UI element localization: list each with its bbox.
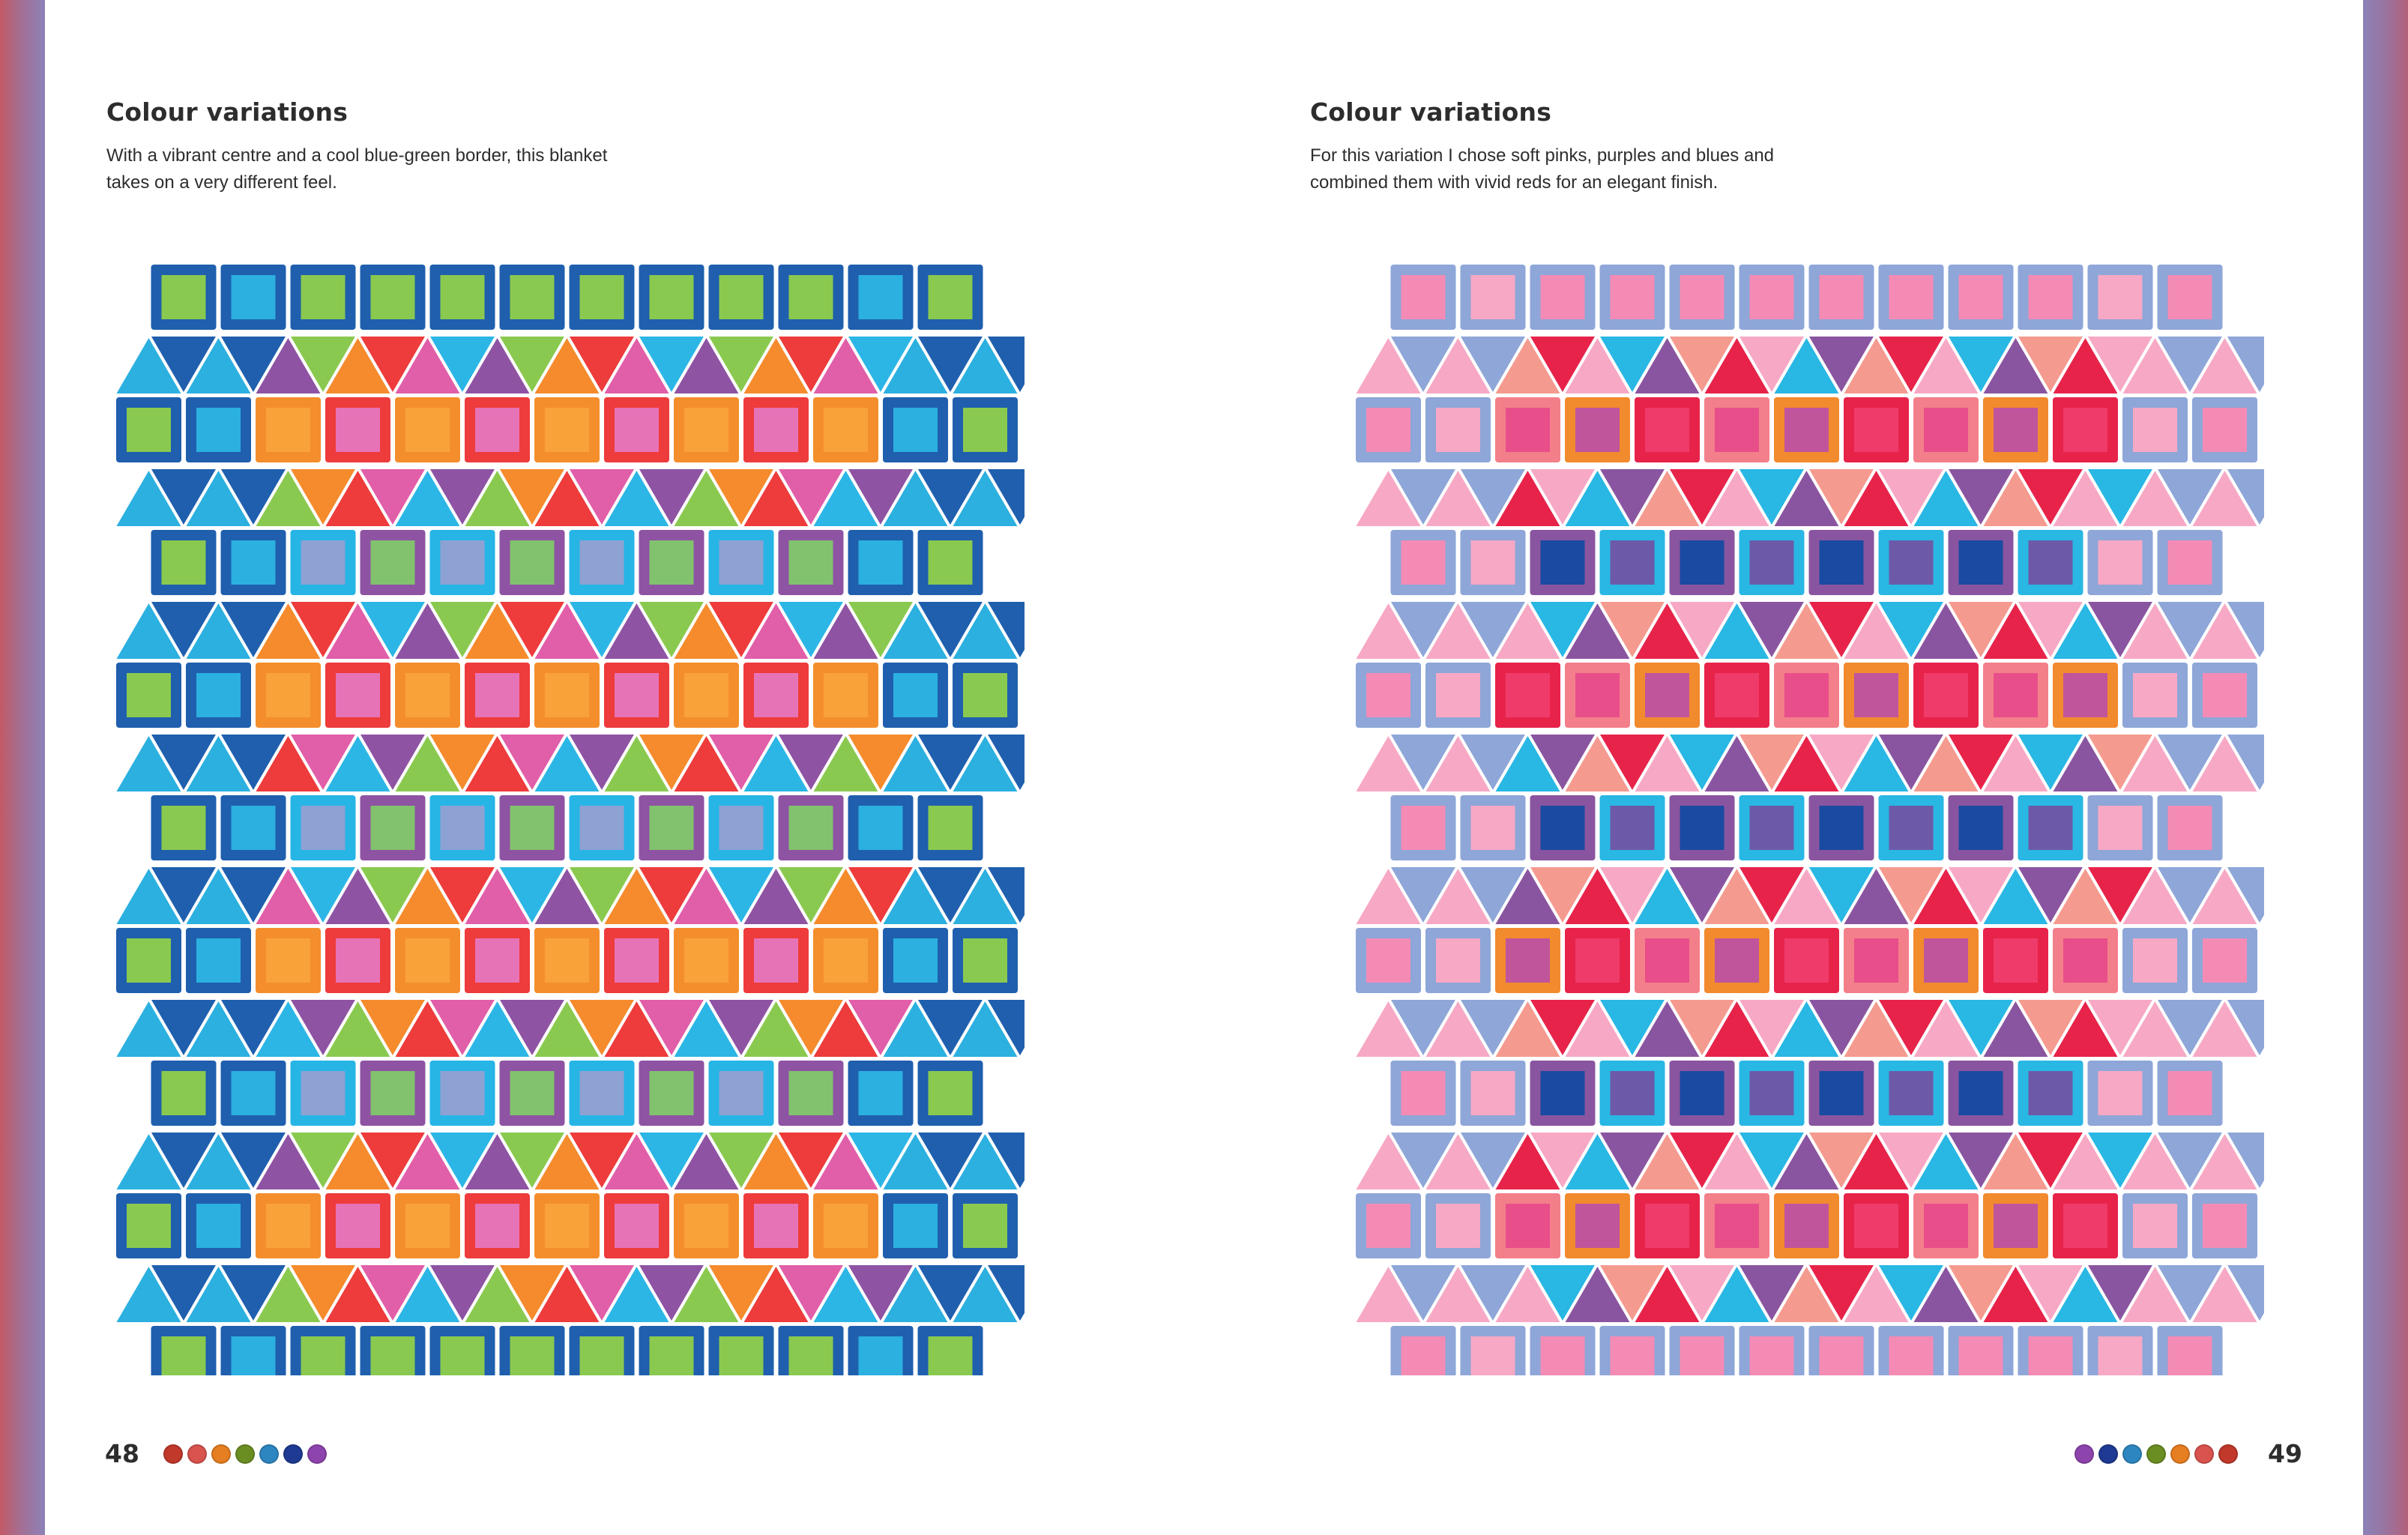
blanket-square (534, 663, 600, 728)
blanket-square (570, 795, 635, 860)
blanket-square (291, 265, 356, 330)
blanket-square (1949, 530, 2014, 595)
left-page-heading: Colour variations (106, 97, 348, 127)
blanket-square (1809, 1061, 1874, 1126)
blanket-square (2018, 265, 2083, 330)
blanket-square (500, 795, 565, 860)
blanket-square (1983, 1193, 2048, 1258)
blanket-square (325, 1193, 390, 1258)
blanket-square (325, 928, 390, 993)
blanket-square (1530, 1061, 1596, 1126)
blanket-square (430, 1061, 495, 1126)
blanket-square (116, 928, 181, 993)
footer-dot (2098, 1444, 2118, 1464)
blanket-square (256, 663, 321, 728)
blanket-square (1391, 795, 1456, 860)
blanket-square (2122, 397, 2188, 462)
blanket-square (2088, 530, 2153, 595)
left-page-edge (0, 0, 45, 1535)
blanket-square (2158, 1326, 2223, 1375)
blanket-square (1495, 928, 1560, 993)
footer-dots-right (2074, 1444, 2238, 1464)
blanket-square (2122, 663, 2188, 728)
footer-dot (2170, 1444, 2190, 1464)
blanket-square (1670, 795, 1735, 860)
blanket-square (709, 530, 774, 595)
blanket-square (116, 1193, 181, 1258)
blanket-square (1739, 265, 1805, 330)
blanket-square (779, 795, 844, 860)
footer-dot (211, 1444, 231, 1464)
blanket-square (2192, 1193, 2257, 1258)
blanket-square (2158, 795, 2223, 860)
blanket-square (534, 397, 600, 462)
blanket-square (1844, 928, 1909, 993)
blanket-square (430, 530, 495, 595)
blanket-square (570, 1326, 635, 1375)
blanket-square (813, 928, 878, 993)
blanket-square (570, 265, 635, 330)
blanket-square (256, 1193, 321, 1258)
blanket-square (848, 1061, 914, 1126)
blanket-square (291, 1326, 356, 1375)
blanket-square (1600, 795, 1665, 860)
blanket-square (116, 663, 181, 728)
blanket-square (256, 928, 321, 993)
blanket-square (151, 265, 217, 330)
blanket-square (500, 265, 565, 330)
right-page (1204, 0, 2362, 1535)
blanket-square (813, 663, 878, 728)
blanket-square (1913, 1193, 1979, 1258)
blanket-square (848, 265, 914, 330)
blanket-square (256, 397, 321, 462)
blanket-square (395, 663, 460, 728)
blanket-square (2053, 1193, 2118, 1258)
blanket-square (1425, 928, 1491, 993)
blanket-square (848, 530, 914, 595)
blanket-square (221, 795, 286, 860)
blanket-square (1565, 1193, 1630, 1258)
footer-dot (259, 1444, 279, 1464)
blanket-square (1495, 1193, 1560, 1258)
blanket-square (1635, 928, 1700, 993)
blanket-square (1879, 530, 1944, 595)
blanket-square (395, 928, 460, 993)
blanket-square (2158, 1061, 2223, 1126)
blanket-square (1635, 663, 1700, 728)
footer-dot (2146, 1444, 2166, 1464)
blanket-square (116, 397, 181, 462)
blanket-square (1739, 530, 1805, 595)
blanket-square (1565, 663, 1630, 728)
blanket-square (500, 530, 565, 595)
blanket-square (1704, 928, 1769, 993)
blanket-square (1983, 663, 2048, 728)
blanket-square (1461, 1326, 1526, 1375)
blanket-square (430, 795, 495, 860)
right-page-edge (2363, 0, 2408, 1535)
blanket-square (1530, 795, 1596, 860)
blanket-square (813, 397, 878, 462)
blanket-square (918, 1061, 983, 1126)
blanket-square (1600, 1061, 1665, 1126)
left-page-body-text: With a vibrant centre and a cool blue-green border, this blanket takes on a very different feel. (106, 145, 608, 193)
blanket-square (360, 265, 426, 330)
blanket-square (2018, 530, 2083, 595)
blanket-square (1425, 397, 1491, 462)
blanket-square (1600, 265, 1665, 330)
page-number-left: 48 (105, 1439, 139, 1468)
blanket-square (221, 530, 286, 595)
blanket-square (2053, 928, 2118, 993)
blanket-square (395, 1193, 460, 1258)
blanket-square (2018, 795, 2083, 860)
blanket-square (1704, 663, 1769, 728)
blanket-square (2053, 397, 2118, 462)
blanket-square (1391, 530, 1456, 595)
blanket-square (151, 1326, 217, 1375)
footer-dot (163, 1444, 183, 1464)
blanket-square (883, 1193, 948, 1258)
blanket-square (883, 397, 948, 462)
blanket-square (848, 795, 914, 860)
blanket-square (779, 530, 844, 595)
blanket-square (570, 1061, 635, 1126)
blanket-square (186, 397, 251, 462)
footer-dot (2122, 1444, 2142, 1464)
blanket-square (743, 663, 809, 728)
blanket-illustration-left (114, 262, 1025, 1375)
blanket-square (291, 530, 356, 595)
blanket-square (151, 530, 217, 595)
right-page-heading: Colour variations (1310, 97, 1552, 127)
blanket-square (2158, 265, 2223, 330)
blanket-square (1913, 397, 1979, 462)
blanket-square (743, 397, 809, 462)
blanket-square (534, 1193, 600, 1258)
blanket-square (953, 663, 1018, 728)
blanket-square (604, 928, 669, 993)
blanket-square (1983, 397, 2048, 462)
blanket-illustration-right (1354, 262, 2264, 1375)
blanket-square (743, 1193, 809, 1258)
footer-dot (2074, 1444, 2094, 1464)
blanket-square (1704, 1193, 1769, 1258)
blanket-square (953, 397, 1018, 462)
footer-dot (2194, 1444, 2214, 1464)
blanket-square (1391, 1061, 1456, 1126)
blanket-square (186, 1193, 251, 1258)
blanket-square (2122, 928, 2188, 993)
blanket-square (2053, 663, 2118, 728)
blanket-square (1600, 530, 1665, 595)
blanket-square (1739, 1061, 1805, 1126)
blanket-square (1739, 795, 1805, 860)
blanket-square (570, 530, 635, 595)
footer-dot (2218, 1444, 2238, 1464)
blanket-square (1809, 795, 1874, 860)
blanket-square (1391, 265, 1456, 330)
blanket-square (1949, 1326, 2014, 1375)
blanket-square (1530, 530, 1596, 595)
blanket-square (1809, 265, 1874, 330)
blanket-square (674, 663, 739, 728)
blanket-square (186, 928, 251, 993)
blanket-square (2158, 530, 2223, 595)
blanket-square (918, 530, 983, 595)
blanket-square (779, 1326, 844, 1375)
blanket-square (604, 663, 669, 728)
blanket-square (1461, 795, 1526, 860)
blanket-square (639, 795, 704, 860)
blanket-square (709, 1061, 774, 1126)
blanket-square (1879, 1061, 1944, 1126)
left-page (45, 0, 1204, 1535)
blanket-square (1844, 663, 1909, 728)
blanket-square (395, 397, 460, 462)
blanket-square (1670, 265, 1735, 330)
blanket-square (2192, 928, 2257, 993)
blanket-square (1844, 1193, 1909, 1258)
blanket-square (918, 265, 983, 330)
blanket-square (1774, 928, 1839, 993)
blanket-square (1774, 397, 1839, 462)
blanket-square (779, 1061, 844, 1126)
blanket-square (1356, 397, 1421, 462)
blanket-square (1356, 1193, 1421, 1258)
blanket-square (953, 928, 1018, 993)
blanket-square (604, 397, 669, 462)
blanket-square (1739, 1326, 1805, 1375)
right-page-body-text: For this variation I chose soft pinks, purples and blues and combined them with vivid reds for an elegant finish. (1310, 145, 1775, 193)
blanket-square (1879, 265, 1944, 330)
blanket-square (1949, 1061, 2014, 1126)
blanket-square (221, 1061, 286, 1126)
blanket-square (639, 530, 704, 595)
blanket-square (674, 1193, 739, 1258)
blanket-square (1461, 1061, 1526, 1126)
blanket-square (291, 1061, 356, 1126)
blanket-square (2018, 1326, 2083, 1375)
blanket-square (1774, 1193, 1839, 1258)
blanket-square (2192, 663, 2257, 728)
blanket-square (221, 1326, 286, 1375)
footer-dot (283, 1444, 303, 1464)
blanket-square (151, 1061, 217, 1126)
blanket-square (2088, 795, 2153, 860)
blanket-square (1879, 1326, 1944, 1375)
blanket-square (639, 1061, 704, 1126)
blanket-square (500, 1061, 565, 1126)
blanket-square (1530, 265, 1596, 330)
blanket-square (1983, 928, 2048, 993)
blanket-square (639, 1326, 704, 1375)
blanket-square (709, 795, 774, 860)
blanket-square (1879, 795, 1944, 860)
blanket-square (1670, 1326, 1735, 1375)
footer-dot (187, 1444, 207, 1464)
blanket-square (186, 663, 251, 728)
blanket-square (639, 265, 704, 330)
blanket-square (1356, 928, 1421, 993)
blanket-square (151, 795, 217, 860)
blanket-square (465, 928, 530, 993)
blanket-square (221, 265, 286, 330)
blanket-square (918, 1326, 983, 1375)
blanket-square (2018, 1061, 2083, 1126)
blanket-square (1425, 1193, 1491, 1258)
blanket-square (1461, 530, 1526, 595)
blanket-square (2192, 397, 2257, 462)
blanket-square (360, 530, 426, 595)
blanket-square (1913, 928, 1979, 993)
page-number-right: 49 (2268, 1439, 2302, 1468)
blanket-square (709, 265, 774, 330)
blanket-square (430, 265, 495, 330)
blanket-square (743, 928, 809, 993)
blanket-square (1844, 397, 1909, 462)
blanket-square (2088, 265, 2153, 330)
blanket-square (360, 795, 426, 860)
blanket-square (465, 1193, 530, 1258)
blanket-square (1600, 1326, 1665, 1375)
blanket-square (325, 397, 390, 462)
blanket-square (1949, 795, 2014, 860)
footer-dot (235, 1444, 255, 1464)
blanket-square (360, 1061, 426, 1126)
blanket-square (1635, 397, 1700, 462)
blanket-square (291, 795, 356, 860)
blanket-square (1809, 1326, 1874, 1375)
blanket-square (779, 265, 844, 330)
blanket-square (1704, 397, 1769, 462)
blanket-square (1670, 530, 1735, 595)
blanket-square (674, 397, 739, 462)
blanket-square (500, 1326, 565, 1375)
blanket-square (1495, 663, 1560, 728)
blanket-square (1635, 1193, 1700, 1258)
blanket-square (1670, 1061, 1735, 1126)
blanket-square (465, 397, 530, 462)
blanket-square (1809, 530, 1874, 595)
blanket-square (953, 1193, 1018, 1258)
blanket-square (1391, 1326, 1456, 1375)
blanket-square (1913, 663, 1979, 728)
blanket-square (709, 1326, 774, 1375)
blanket-square (1530, 1326, 1596, 1375)
footer-dot (307, 1444, 327, 1464)
blanket-square (848, 1326, 914, 1375)
blanket-square (604, 1193, 669, 1258)
footer-dots-left (163, 1444, 327, 1464)
blanket-square (883, 928, 948, 993)
blanket-square (918, 795, 983, 860)
blanket-square (534, 928, 600, 993)
blanket-square (360, 1326, 426, 1375)
blanket-square (1495, 397, 1560, 462)
blanket-square (1356, 663, 1421, 728)
blanket-square (1565, 397, 1630, 462)
blanket-square (1774, 663, 1839, 728)
blanket-square (1565, 928, 1630, 993)
blanket-square (813, 1193, 878, 1258)
blanket-square (674, 928, 739, 993)
blanket-square (2088, 1326, 2153, 1375)
blanket-square (465, 663, 530, 728)
blanket-square (883, 663, 948, 728)
blanket-square (1425, 663, 1491, 728)
blanket-square (430, 1326, 495, 1375)
blanket-square (1949, 265, 2014, 330)
blanket-square (2122, 1193, 2188, 1258)
blanket-square (1461, 265, 1526, 330)
blanket-square (2088, 1061, 2153, 1126)
blanket-square (325, 663, 390, 728)
